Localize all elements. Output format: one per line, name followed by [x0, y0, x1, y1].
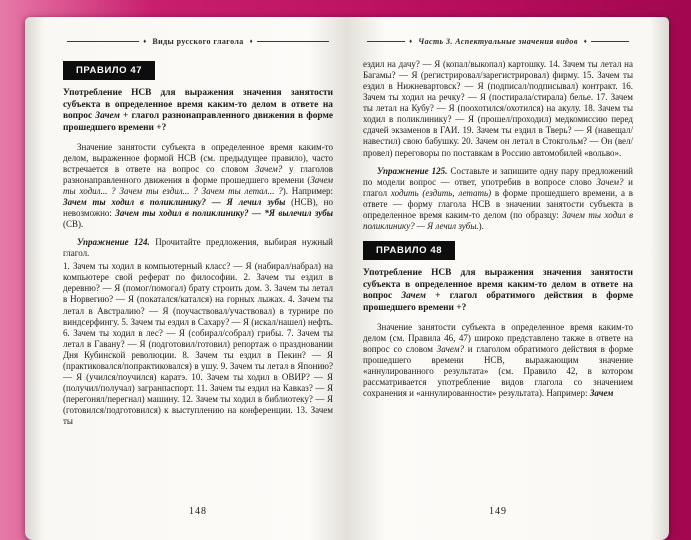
rule-48-title: Употребление НСВ для выражения значения занятости субъекта в определенное время каким-то делом в ответе на вопрос Зачем + глагол обратимого действия в форме прошедшего времени +? [363, 267, 633, 313]
header-rule-line [257, 41, 329, 42]
diamond-icon: ♦ [249, 38, 253, 45]
running-head-text: Часть 3. Аспектуальные значения видов [418, 37, 578, 46]
exercise-125-text: Упражнение 125. Составьте и запишите одну пару предложений по модели вопрос — ответ, употребив в вопросе слово Зачем? и глагол ходить (ездить, летать) в форме прошедшего времени, а в ответе — форму глагола НСВ в значении занятости субъекта в определенное время каким-то делом (по образцу: Зачем ты ходил в поликлинику? — Я лечил зубы.). [363, 165, 633, 231]
rule-47-label: ПРАВИЛО 47 [63, 61, 155, 80]
diamond-icon: ♦ [409, 38, 413, 45]
rule-47-explanation: Значение занятости субъекта в определенное время каким-то делом, выраженное формой НСВ (см. предыдущее правило), часто встречается в ответе на вопрос со словом Зачем? у глаголов разнонаправленного движения в форме прошедшего времени (Зачем ты ходил... ? Зачем ты ездил... ? Зачем ты летал... ?). Например: Зачем ты ходил в поликлинику? — Я лечил зубы (НСВ), но невозможно: Зачем ты ходил в поликлинику? — *Я вылечил зубы (СВ). [63, 141, 334, 230]
page-number-left: 148 [189, 506, 207, 517]
exercise-124-items: 1. Зачем ты ходил в компьютерный класс? — Я (набирал/набрал) на компьютере свой реферат по философии. 2. Зачем ты ездил в деревню? — Я (помог/помогал) брату строить дом. 3. Зачем ты летал в Норвегию? — Я (покатался/катался) на горных лыжах. 4. Зачем ты летал в Австралию? — Я (поучаствовал/участвовал) в турнире по виндсерфингу. 5. Зачем ты ездил в Сахару? — Я (искал/нашел) нефть. 6. Зачем ты ходил в лес? — Я (собирал/собрал) грибы. 7. Зачем ты летал в Гавану? — Я (подготовил/готовил) репортаж о праздновании Дня Кубинской революции. 8. Зачем ты ездил в Пекин? — Я (практиковался/попрактиковался) в ушу. 9. Зачем ты летал в Японию? — Я (учился/поучился) каратэ. 10. Зачем ты ходил в ОВИР? — Я (получил/получал) загранпаспорт. 11. Зачем ты ездил на Кавказ? — Я (перегонял/перегнал) машину. 12. Зачем ты ходил в библиотеку? — Я (готовился/подготовился) к выступлению на конференции. 13. Зачем ты [63, 261, 333, 427]
header-rule-line [67, 41, 139, 42]
diamond-icon: ♦ [583, 38, 587, 45]
exercise-124-items-continued: ездил на дачу? — Я (копал/выкопал) картошку. 14. Зачем ты летал на Багамы? — Я (регистрировал/зарегистрировал) фирму. 15. Зачем ты ездил в Нижневартовск? — Я (подписал/подписывал) контракт. 16. Зачем ты ходил на речку? — Я (постирала/стирала) белье. 17. Зачем ты летал на Кубу? — Я (поохотился/охотился) на акулу. 18. Зачем ты ходил в поликлинику? — Я (прошел/проходил) медкомиссию перед сдачей экзаменов в ГАИ. 19. Зачем ты ездил в Тверь? — Я (навещал/навестил) свою бабушку. 20. Зачем он летал в Стокгольм? — Он (вел/провел) переговоры по поставкам в Россию автомобилей «вольво». [363, 59, 633, 158]
page-number-right: 149 [489, 506, 507, 517]
page-148 [47, 27, 349, 529]
exercise-124-heading: Упражнение 124. Прочитайте предложения, выбирая нужный глагол. [63, 237, 333, 259]
open-pages [25, 17, 669, 540]
header-rule-line [367, 41, 405, 42]
page-149 [347, 27, 649, 529]
rule-48-explanation: Значение занятости субъекта в определенное время каким-то делом (см. Правила 46, 47) широко представлено также в ответе на вопрос со словом Зачем? и глаголом обратимого действия в форме прошедшего времени НСВ, выражающим значение «аннулированного результата» (см. Правило 42, в котором рассматривается употребление видов глагола со значением сохранения и «аннулированности» результата). Например: Зачем [363, 321, 634, 398]
running-head-right [367, 37, 629, 46]
running-head-text: Виды русского глагола [152, 37, 244, 46]
rule-48-label: ПРАВИЛО 48 [363, 241, 455, 260]
diamond-icon: ♦ [143, 38, 147, 45]
rule-47-title: Употребление НСВ для выражения значения занятости субъекта в определенное время каким-то делом в ответе на вопрос Зачем + глагол разнонаправленного движения в форме прошедшего времени +? [63, 88, 334, 133]
running-head-left [67, 37, 329, 46]
header-rule-line [591, 41, 629, 42]
